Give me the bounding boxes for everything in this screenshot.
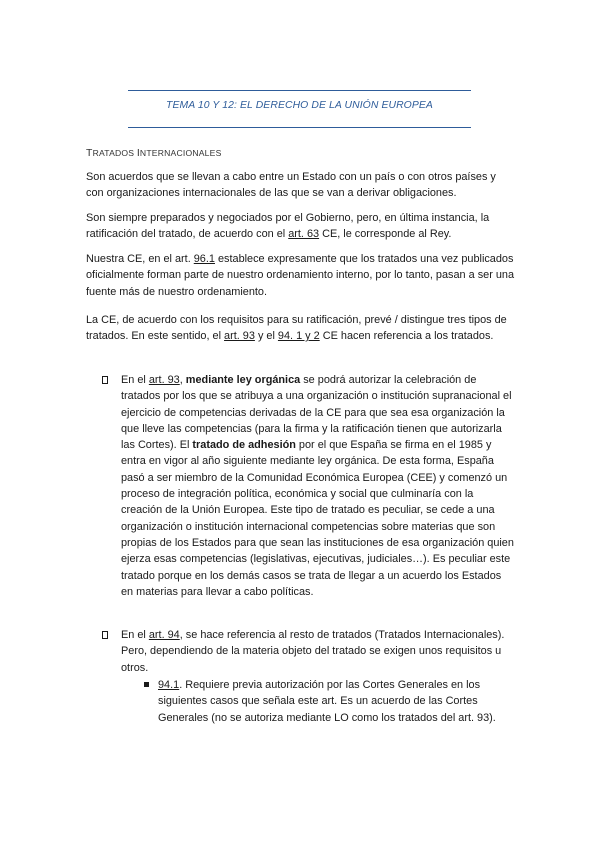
checkbox-bullet-icon — [102, 376, 108, 384]
title-top-rule — [128, 90, 471, 91]
section-heading: TRATADOS INTERNACIONALES — [86, 148, 222, 159]
title-bottom-rule — [128, 127, 471, 128]
article-link[interactable]: art. 63 — [288, 228, 320, 241]
article-link[interactable]: art. 94 — [148, 629, 180, 641]
article-link[interactable]: 96.1 — [193, 253, 215, 265]
paragraph-publication: Nuestra CE, en el art. 96.1 establece expresamente que los tratados una vez publicados oficialmente forman parte de nuestro ordenamiento interno, por lo tanto, pasan a ser una fuente más de nuestro ordenamiento. — [86, 253, 515, 298]
square-bullet-icon — [144, 682, 149, 687]
paragraph-ratification: Son siempre preparados y negociados por el Gobierno, pero, en última instancia, la ratificación del tratado, de acuerdo con el art. 63 CE, le corresponde al Rey. — [86, 212, 490, 241]
paragraph-types: La CE, de acuerdo con los requisitos para su ratificación, prevé / distingue tres tipos de tratados. En este sentido, el art. 93 y el 94. 1 y 2 CE hacen referencia a los tratados. — [86, 314, 507, 343]
article-link[interactable]: 94.1 — [158, 679, 180, 691]
article-link[interactable]: 94. 1 y 2 — [277, 330, 320, 343]
page-title: TEMA 10 Y 12: EL DERECHO DE LA UNIÓN EUROPEA — [166, 100, 433, 111]
article-link[interactable]: art. 93 — [224, 330, 255, 343]
checkbox-bullet-icon — [102, 631, 108, 639]
list-item: En el art. 94, se hace referencia al resto de tratados (Tratados Internacionales). Pero, dependiendo de la materia objeto del tratado se exigen unos requisitos u otros. — [104, 627, 516, 676]
paragraph-definition: Son acuerdos que se llevan a cabo entre un Estado con un país o con otros países y con organizaciones internacionales de las que se van a derivar obligaciones. — [86, 171, 496, 200]
list-item: En el art. 93, mediante ley orgánica se podrá autorizar la celebración de tratados por los que se atribuya a una organización o institución supranacional el ejercicio de competencias derivadas de la CE para que sea esa organización la que lleve las competencias (para la firma y la ratificación tienen que autorizarla las Cortes). El tratado de adhesión por el que España se firma en el 1985 y entra en vigor al año siguiente mediante ley orgánica. De esta forma, España pasó a ser miembro de la Comunidad Económica Europea (CEE) y comenzó un proceso de integración política, económica y social que culminaría con la creación de la Unión Europea. Este tipo de tratado es peculiar, se cede a una organización o institución internacional competencias sobre materias que son propias de los Estados para que sean las instituciones de esa organización quien ejerza esas competencias (legislativas, ejecutivas, judiciales…). Es peculiar este tratado porque en los demás casos se trata de llegar a un acuerdo los Estados en materias para llevar a cabo políticas. — [104, 372, 516, 600]
article-link[interactable]: art. 93 — [148, 374, 180, 386]
sub-list-item: 94.1. Requiere previa autorización por las Cortes Generales en los siguientes casos que señala este art. Es un acuerdo de las Cortes Generales (no se autoriza mediante LO como los tratados del art. 93). — [144, 677, 516, 726]
